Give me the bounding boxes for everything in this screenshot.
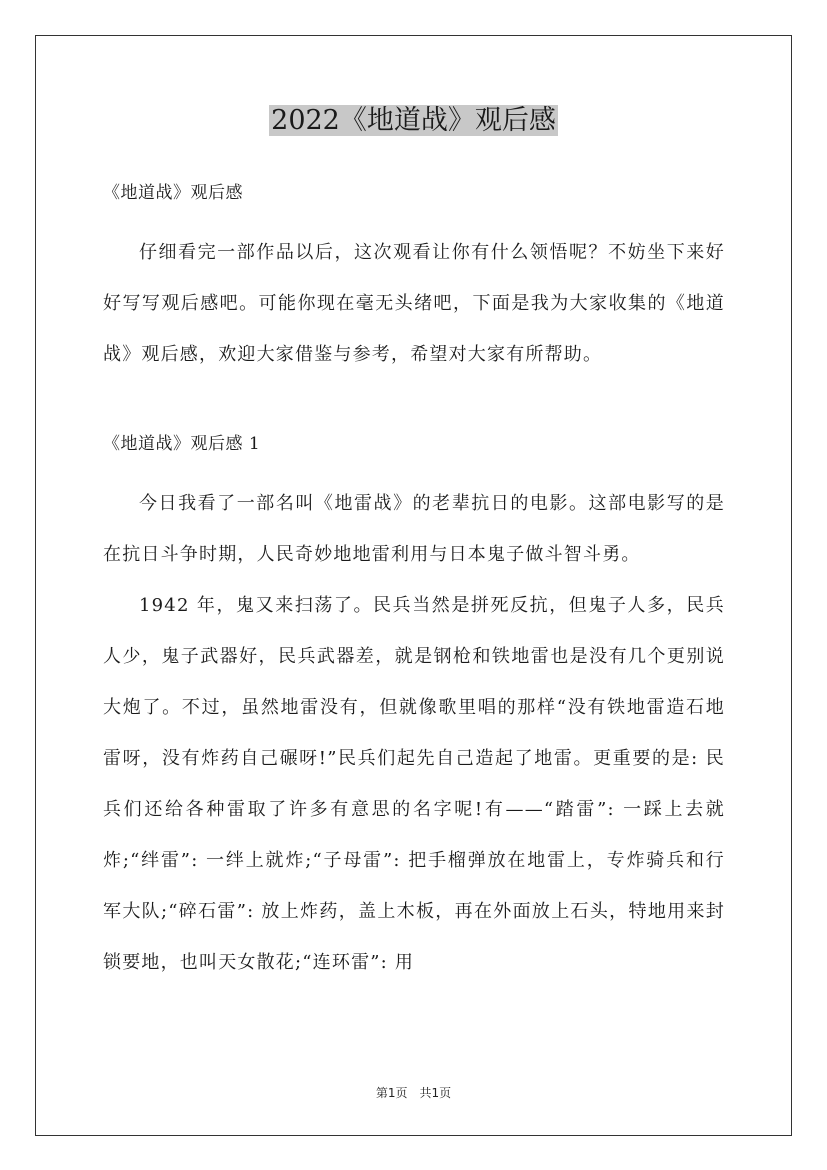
- page-number: 第1页 共1页: [375, 1086, 452, 1100]
- document-body: [103, 175, 725, 988]
- section-heading: 《地道战》观后感 1: [103, 434, 261, 454]
- spacer: [103, 462, 725, 478]
- spacer: [103, 380, 725, 426]
- intro-paragraph: 仔细看完一部作品以后，这次观看让你有什么领悟呢？不妨坐下来好好写写观后感吧。可能你现在毫无头绪吧，下面是我为大家收集的《地道战》观后感，欢迎大家借鉴与参考，希望对大家有所帮助。: [103, 242, 725, 365]
- document-title: [0, 101, 827, 141]
- body-paragraph: 1942 年，鬼又来扫荡了。民兵当然是拼死反抗，但鬼子人多，民兵人少，鬼子武器好，民兵武器差，就是钢枪和铁地雷也是没有几个更别说大炮了。不过，虽然地雷没有，但就像歌里唱的那样“没有铁地雷造石地雷呀，没有炸药自己碾呀!”民兵们起先自己造起了地雷。更重要的是: 民兵们还给各种雷取了许多有意思的名字呢!有——“踏雷”: 一踩上去就炸;“绊雷”: 一绊上就炸;“子母雷”: 把手榴弹放在地雷上，专炸骑兵和行军大队;“碎石雷”: 放上炸药，盖上木板，再在外面放上石头，特地用来封锁要地，也叫天女散花;“连环雷”: 用: [103, 595, 725, 973]
- document-title-text: 2022《地道战》观后感: [271, 105, 556, 136]
- intro-heading: 《地道战》观后感: [103, 183, 243, 203]
- body-paragraph: 今日我看了一部名叫《地雷战》的老辈抗日的电影。这部电影写的是在抗日斗争时期，人民奇妙地地雷利用与日本鬼子做斗智斗勇。: [103, 493, 725, 565]
- spacer: [103, 211, 725, 227]
